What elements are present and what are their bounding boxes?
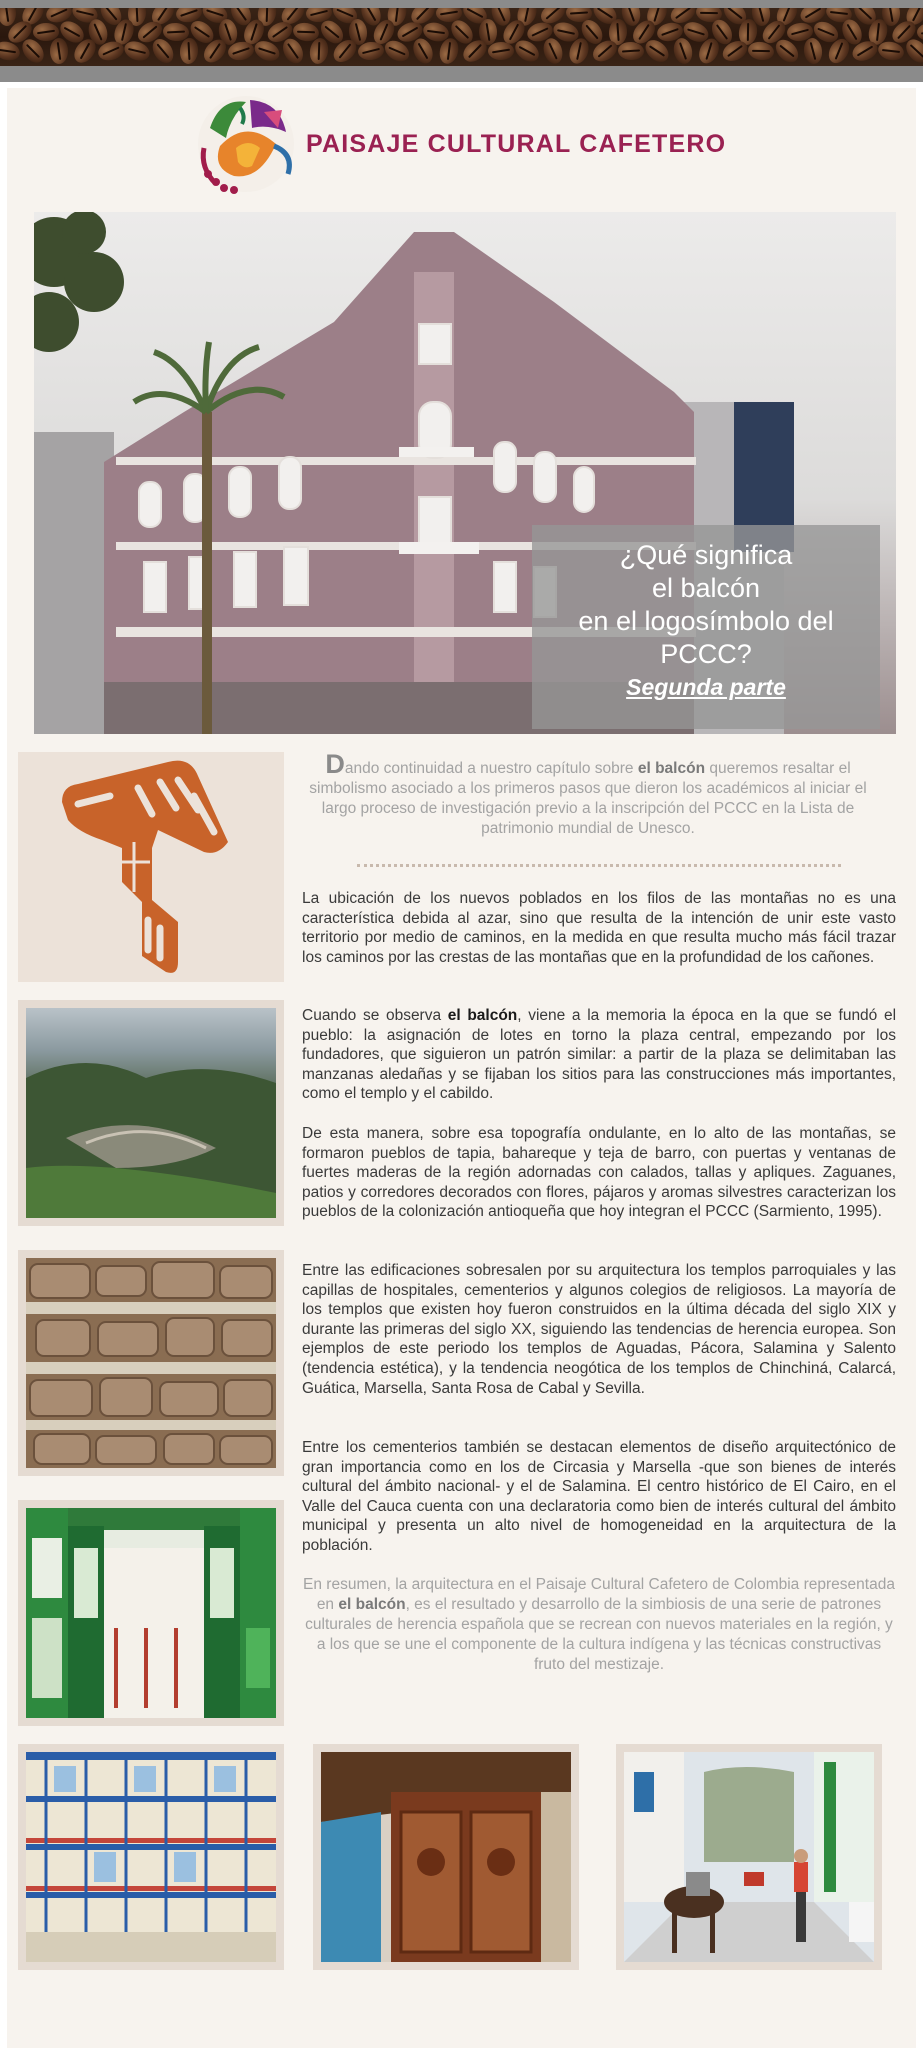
paragraph-2 [302, 1006, 896, 1104]
street-mule-photo-frame [616, 1744, 882, 1970]
closing-text-start: En resumen, la arquitectura en el Paisaje Cultural Cafetero de Colombia representada en [303, 1576, 895, 1613]
balcony-symbol-panel [18, 752, 284, 982]
paragraph-2-bold: el balcón [447, 1007, 518, 1024]
coffee-bean [917, 23, 923, 42]
bahareque-wall-photo [26, 1258, 276, 1468]
hero-subtitle: Segunda parte [626, 674, 786, 700]
intro-text-start: ando continuidad a nuestro capítulo sobre [344, 760, 638, 777]
coffee-bean [50, 38, 68, 64]
intro-dropcap: D [325, 749, 345, 779]
hero-title: ¿Qué significa el balcón en el logosímbolo del PCCC? [578, 540, 834, 669]
paragraph-1: La ubicación de los nuevos poblados en los filos de las montañas no es una característica debida al azar, sino que resulta de la intención de unir este vasto territorio por medio de caminos, en la medida en que resulta mucho más fácil trazar los caminos por las crestas de las montañas que en la profundidad de los cañones. [302, 890, 896, 966]
blue-balconies-illustration [26, 1752, 276, 1962]
green-doors-photo-frame [18, 1500, 284, 1726]
closing-paragraph [300, 1575, 898, 1675]
aerial-town-photo-frame [18, 1000, 284, 1226]
coffee-beans-banner [0, 0, 923, 82]
green-doors-photo [26, 1508, 276, 1718]
bahareque-wall-photo-frame [18, 1250, 284, 1476]
closing-bold: el balcón [338, 1596, 406, 1613]
blue-balconies-photo [26, 1752, 276, 1962]
dotted-divider [357, 864, 841, 867]
carved-door-illustration [321, 1752, 571, 1962]
coffee-bean [671, 36, 694, 65]
intro-text-end: queremos resaltar el simbolismo asociado a los primeros pasos que dieron los académicos al iniciar el largo proceso de investigación previo a la inscripción del PCCC en la Lista de patrimonio mundial de Unesco. [309, 760, 867, 837]
paragraph-2-start: Cuando se observa [302, 1007, 448, 1024]
blue-balconies-photo-frame [18, 1744, 284, 1970]
street-illustration [624, 1752, 874, 1962]
coffee-bean [488, 42, 514, 60]
paragraph-5: Entre los cementerios también se destacan elementos de diseño arquitectónico de gran importancia como en los de Circasia y Marsella -que son bienes de interés cultural del ámbito nacional- y el de Salamina. El centro histórico de El Cairo, en el Valle del Cauca cuenta con una declaratoria como bien de interés cultural del ámbito municipal y presenta un alto nivel de homogeneidad en la arquitectura de la población. [302, 1439, 896, 1554]
wall-illustration [26, 1258, 276, 1468]
intro-bold: el balcón [637, 760, 706, 777]
coffee-beans-image [0, 8, 923, 66]
carved-door-photo-frame [313, 1744, 579, 1970]
paragraph-4: Entre las edificaciones sobresalen por su arquitectura los templos parroquiales y las capillas de hospitales, cementerios y algunos colegios de religiosos. La mayoría de los templos que existen hoy fueron construidos en la última década del siglo XIX y durante las primeras del siglo XX, siguiendo las tendencias de herencia europea. Son ejemplos de este periodo los templos de Aguadas, Pácora, Salamina y Salento (tendencia estética), y la tendencia neogótica de los templos de Chinchiná, Calarcá, Guática, Marsella, Santa Rosa de Cabal y Sevilla. [302, 1262, 896, 1397]
paragraph-2-end: , viene a la memoria la época en la que se fundó el pueblo: la asignación de lotes en torno la plaza central, empezando por los fundadores, que siguieron un patrón similar: a partir de la plaza se delimitaban las manzanas aledañas y se fijaban los sitios para las construcciones más importantes, como el templo y el cabildo. [302, 1007, 897, 1103]
mountain-town-illustration [26, 1008, 276, 1218]
intro-paragraph [300, 749, 876, 839]
carved-door-photo [321, 1752, 571, 1962]
coffee-bean [802, 37, 823, 65]
balcony-symbol-icon [18, 752, 284, 982]
paragraph-3: De esta manera, sobre esa topografía ondulante, en lo alto de las montañas, se formaron pueblos de tapia, bahareque y teja de barro, con puertas y ventanas de fuertes maderas de la región adornadas con calados, tallas y apliques. Zaguanes, patios y corredores decorados con flores, pájaros y aromas silvestres caracterizan los pueblos de la colonización antioqueña que hoy integran el PCCC (Sarmiento, 1995). [302, 1125, 896, 1221]
logo-text: PAISAJE CULTURAL CAFETERO [306, 130, 727, 158]
green-doors-illustration [26, 1508, 276, 1718]
coffee-bean [0, 8, 16, 26]
hero-title-box [532, 525, 880, 729]
hero-building-photo [34, 212, 896, 734]
aerial-town-photo [26, 1008, 276, 1218]
coffee-bean [357, 41, 385, 62]
coffee-bean [541, 36, 566, 66]
street-mule-photo [624, 1752, 874, 1962]
coffee-bean [179, 37, 199, 64]
coffee-bean [617, 41, 644, 61]
pccc-logo-icon [190, 88, 302, 198]
closing-text-end: , es el resultado y desarrollo de la simbiosis de una serie de patrones culturales de herencia española que se recrean con nuevos materiales en la región, y a los que se une el componente de la cultura indígena y las técnicas constructivas fruto del mestizaje. [305, 1596, 893, 1673]
